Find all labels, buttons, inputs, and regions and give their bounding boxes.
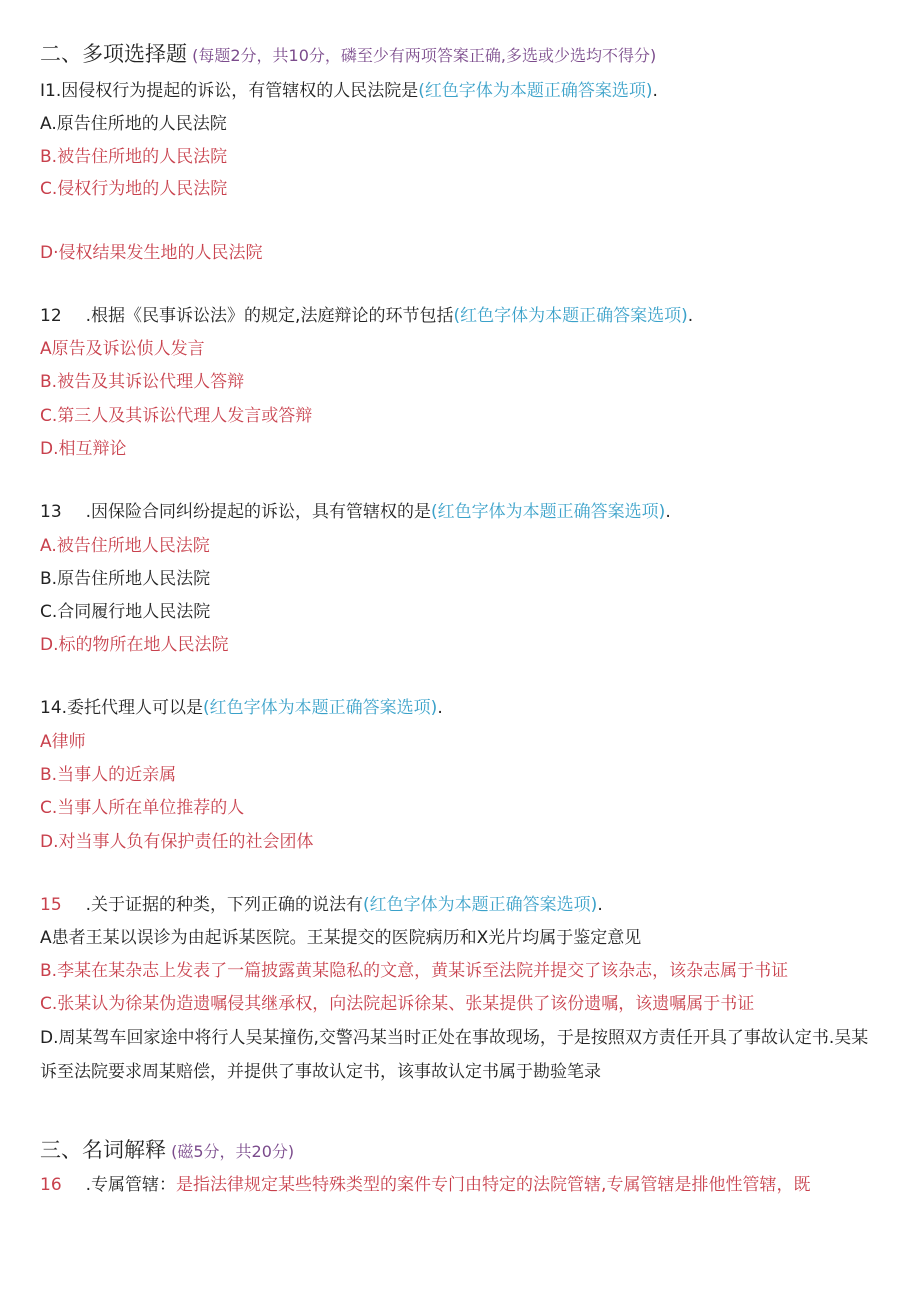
question-tail: . — [652, 81, 658, 101]
question-15-option-c: C.张某认为徐某伪造遗嘱侵其继承权，向法院起诉徐某、张某提供了该份遗嘱，该遗嘱属于书证 — [40, 994, 755, 1014]
question-13-option-a: A.被告住所地人民法院 — [40, 536, 210, 556]
answer-hint: (红色字体为本题正确答案选项) — [363, 895, 598, 915]
question-number: 16 — [40, 1175, 62, 1195]
question-16 — [40, 1174, 810, 1196]
question-12-option-c: C.第三人及其诉讼代理人发言或答辩 — [40, 406, 313, 426]
question-14-option-b: B.当事人的近亲属 — [40, 765, 177, 785]
question-tail: . — [687, 306, 694, 326]
question-number: 12 — [40, 306, 62, 326]
question-text: .根据《民事诉讼法》的规定,法庭辩论的环节包括 — [85, 306, 454, 326]
section-3-heading: 三、名词解释 — [40, 1138, 166, 1162]
question-14-stem — [40, 697, 443, 719]
question-14-option-a: A律师 — [40, 732, 86, 752]
question-15-option-a: A患者王某以误诊为由起诉某医院。王某提交的医院病历和X光片均属于鉴定意见 — [40, 928, 642, 948]
question-text: .关于证据的种类，下列正确的说法有 — [85, 895, 364, 915]
question-tail: . — [597, 895, 603, 915]
question-11-option-a: A.原告住所地的人民法院 — [40, 114, 227, 134]
question-11-option-d: D·侵权结果发生地的人民法院 — [40, 243, 263, 263]
question-text: 委托代理人可以是 — [67, 698, 204, 718]
question-number: 15 — [40, 895, 62, 915]
question-tail: . — [665, 502, 671, 522]
question-12-option-b: B.被告及其诉讼代理人答辩 — [40, 372, 245, 392]
answer-hint: (红色字体为本题正确答案选项) — [203, 698, 438, 718]
question-15-option-d: D.周某驾车回家途中将行人吴某撞伤,交警冯某当时正处在事故现场，于是按照双方责任开具了事故认定书.吴某诉至法院要求周某赔偿，并提供了事故认定书，该事故认定书属于勘验笔录 — [40, 1028, 869, 1082]
question-number: I1. — [40, 81, 62, 101]
section-3-title — [40, 1134, 294, 1164]
question-15-stem — [40, 894, 603, 916]
question-11-stem — [40, 80, 658, 102]
question-text: .因保险合同纠纷提起的诉讼，具有管辖权的是 — [85, 502, 432, 522]
question-13-option-c: C.合同履行地人民法院 — [40, 602, 211, 622]
question-text: 因侵权行为提起的诉讼，有管辖权的人民法院是 — [61, 81, 419, 101]
answer-hint: (红色字体为本题正确答案选项) — [431, 502, 666, 522]
term-definition: 是指法律规定某些特殊类型的案件专门由特定的法院管辖,专属管辖是排他性管辖，既 — [176, 1175, 811, 1195]
question-14-option-c: C.当事人所在单位推荐的人 — [40, 798, 245, 818]
section-2-note: (每题2分，共10分，磷至少有两项答案正确,多选或少选均不得分) — [192, 46, 657, 65]
question-15-option-b: B.李某在某杂志上发表了一篇披露黄某隐私的文意，黄某诉至法院并提交了该杂志，该杂志属于书证 — [40, 961, 789, 981]
question-13-option-b: B.原告住所地人民法院 — [40, 569, 211, 589]
question-tail: . — [437, 698, 443, 718]
section-2-heading: 二、多项选择题 — [40, 42, 187, 66]
section-3-note: (磁5分，共20分) — [171, 1142, 295, 1161]
question-11-option-b: B.被告住所地的人民法院 — [40, 147, 228, 167]
question-13-option-d: D.标的物所在地人民法院 — [40, 635, 229, 655]
term-label: .专属管辖： — [85, 1175, 177, 1195]
question-12-option-a: A原告及诉讼侦人发言 — [40, 339, 205, 359]
question-14-option-d: D.对当事人负有保护责任的社会团体 — [40, 832, 314, 852]
question-12-stem — [40, 305, 693, 327]
question-11-option-c: C.侵权行为地的人民法院 — [40, 179, 228, 199]
answer-hint: (红色字体为本题正确答案选项) — [418, 81, 653, 101]
section-2-title — [40, 38, 656, 68]
answer-hint: (红色字体为本题正确答案选项) — [453, 306, 688, 326]
question-12-option-d: D.相互辩论 — [40, 439, 127, 459]
question-13-stem — [40, 501, 671, 523]
question-number: 14. — [40, 698, 68, 718]
question-number: 13 — [40, 502, 62, 522]
